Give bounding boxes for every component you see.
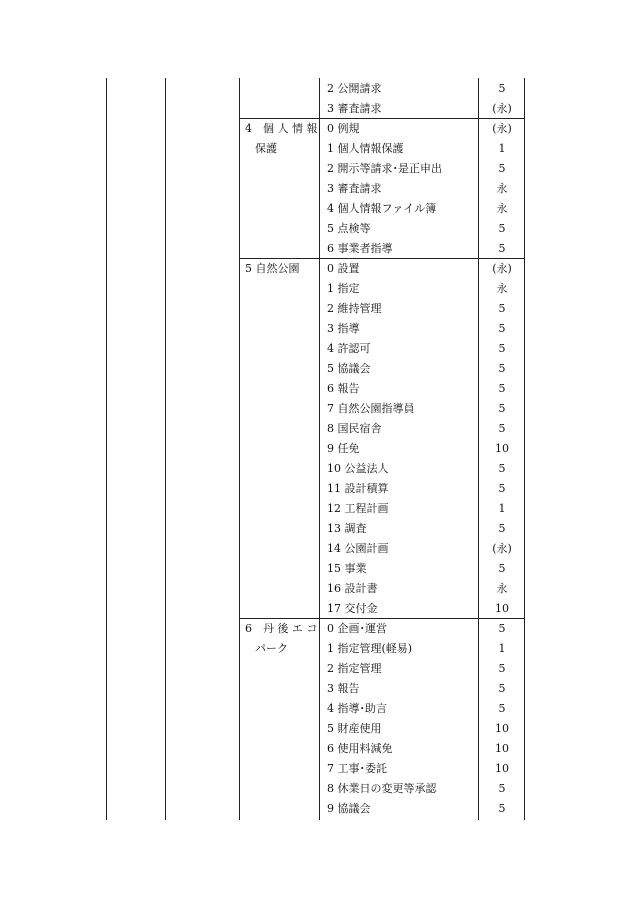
table-row — [0, 339, 630, 359]
table-row — [0, 439, 630, 459]
item-name: 3 指導 — [327, 322, 360, 335]
retention-period: 10 — [495, 762, 509, 775]
table-row — [0, 179, 630, 199]
retention-period: 5 — [498, 302, 506, 315]
item-name: 3 審査請求 — [327, 182, 382, 195]
retention-period: 5 — [498, 362, 506, 375]
retention-period: 5 — [498, 562, 506, 575]
table-row — [0, 119, 630, 139]
item-name: 13 調査 — [327, 522, 367, 535]
retention-period: 5 — [498, 782, 506, 795]
table-row — [0, 239, 630, 259]
section-label-line: 5 自然公園 — [245, 262, 300, 275]
item-name: 3 審査請求 — [327, 102, 382, 115]
retention-period: 5 — [498, 162, 506, 175]
table-row — [0, 159, 630, 179]
retention-period: 1 — [498, 642, 506, 655]
item-name: 15 事業 — [327, 562, 367, 575]
item-name: 1 個人情報保護 — [327, 142, 404, 155]
item-name: 6 報告 — [327, 382, 360, 395]
item-name: 8 国民宿舎 — [327, 422, 382, 435]
retention-period: (永) — [492, 102, 512, 115]
table-row — [0, 679, 630, 699]
item-name: 2 指定管理 — [327, 662, 382, 675]
retention-period: 5 — [498, 342, 506, 355]
retention-period: 5 — [498, 382, 506, 395]
table-row — [0, 139, 630, 159]
retention-period: 10 — [495, 742, 509, 755]
item-name: 4 個人情報ファイル簿 — [327, 202, 437, 215]
section-label-line: 6 丹 後 エ コ — [245, 622, 318, 635]
table-row — [0, 219, 630, 239]
table-row — [0, 419, 630, 439]
item-name: 2 維持管理 — [327, 302, 382, 315]
retention-period: 5 — [498, 682, 506, 695]
item-name: 8 休業日の変更等承認 — [327, 782, 437, 795]
item-name: 11 設計積算 — [327, 482, 389, 495]
retention-period: 5 — [498, 522, 506, 535]
item-name: 5 協議会 — [327, 362, 371, 375]
table-row — [0, 319, 630, 339]
item-name: 5 財産使用 — [327, 722, 382, 735]
retention-period: 永 — [496, 582, 508, 595]
item-name: 2 開示等請求･是正申出 — [327, 162, 442, 175]
table-row — [0, 359, 630, 379]
retention-period: 10 — [495, 722, 509, 735]
item-name: 0 設置 — [327, 262, 360, 275]
item-name: 0 例規 — [327, 122, 360, 135]
table-row — [0, 519, 630, 539]
item-name: 6 使用料減免 — [327, 742, 393, 755]
retention-period: 永 — [496, 182, 508, 195]
item-name: 7 自然公園指導員 — [327, 402, 415, 415]
table-row — [0, 739, 630, 759]
item-name: 5 点検等 — [327, 222, 371, 235]
retention-period: 1 — [498, 142, 506, 155]
table-row — [0, 79, 630, 99]
item-name: 6 事業者指導 — [327, 242, 393, 255]
table-row — [0, 299, 630, 319]
retention-period: 5 — [498, 82, 506, 95]
item-name: 9 任免 — [327, 442, 360, 455]
item-name: 1 指定 — [327, 282, 360, 295]
retention-period: 永 — [496, 282, 508, 295]
retention-period: (永) — [492, 122, 512, 135]
section-label-line: 保護 — [255, 142, 277, 155]
table-row — [0, 539, 630, 559]
table-row — [0, 399, 630, 419]
retention-period: 5 — [498, 242, 506, 255]
table-row — [0, 379, 630, 399]
retention-period: (永) — [492, 542, 512, 555]
item-name: 4 指導･助言 — [327, 702, 387, 715]
item-name: 14 公園計画 — [327, 542, 389, 555]
retention-period: 5 — [498, 422, 506, 435]
item-name: 1 指定管理(軽易) — [327, 642, 413, 655]
retention-period: 5 — [498, 702, 506, 715]
table-row — [0, 559, 630, 579]
table-row — [0, 279, 630, 299]
retention-period: 1 — [498, 502, 506, 515]
table-row — [0, 499, 630, 519]
table-row — [0, 719, 630, 739]
retention-period: 5 — [498, 802, 506, 815]
table-row — [0, 639, 630, 659]
retention-period: 5 — [498, 662, 506, 675]
item-name: 12 工程計画 — [327, 502, 389, 515]
retention-period: 5 — [498, 322, 506, 335]
item-name: 4 許認可 — [327, 342, 371, 355]
item-name: 0 企画･運営 — [327, 622, 387, 635]
retention-period: 5 — [498, 482, 506, 495]
table-row — [0, 259, 630, 279]
table-row — [0, 799, 630, 819]
item-name: 10 公益法人 — [327, 462, 389, 475]
retention-period: 5 — [498, 402, 506, 415]
table-row — [0, 619, 630, 639]
retention-period: 5 — [498, 462, 506, 475]
item-name: 16 設計書 — [327, 582, 378, 595]
table-row — [0, 759, 630, 779]
table-row — [0, 459, 630, 479]
item-name: 9 協議会 — [327, 802, 371, 815]
table-row — [0, 199, 630, 219]
table-row — [0, 779, 630, 799]
table-row — [0, 579, 630, 599]
item-name: 17 交付金 — [327, 602, 378, 615]
retention-period: 10 — [495, 602, 509, 615]
retention-period: 5 — [498, 622, 506, 635]
retention-period: (永) — [492, 262, 512, 275]
table-row — [0, 479, 630, 499]
item-name: 3 報告 — [327, 682, 360, 695]
item-name: 2 公開請求 — [327, 82, 382, 95]
item-name: 7 工事･委託 — [327, 762, 387, 775]
retention-period: 5 — [498, 222, 506, 235]
section-label-line: パーク — [255, 642, 288, 655]
section-label-line: 4 個 人 情 報 — [245, 122, 318, 135]
retention-period: 10 — [495, 442, 509, 455]
table-row — [0, 599, 630, 619]
table-row — [0, 699, 630, 719]
table-row — [0, 659, 630, 679]
table-row — [0, 99, 630, 119]
retention-period: 永 — [496, 202, 508, 215]
